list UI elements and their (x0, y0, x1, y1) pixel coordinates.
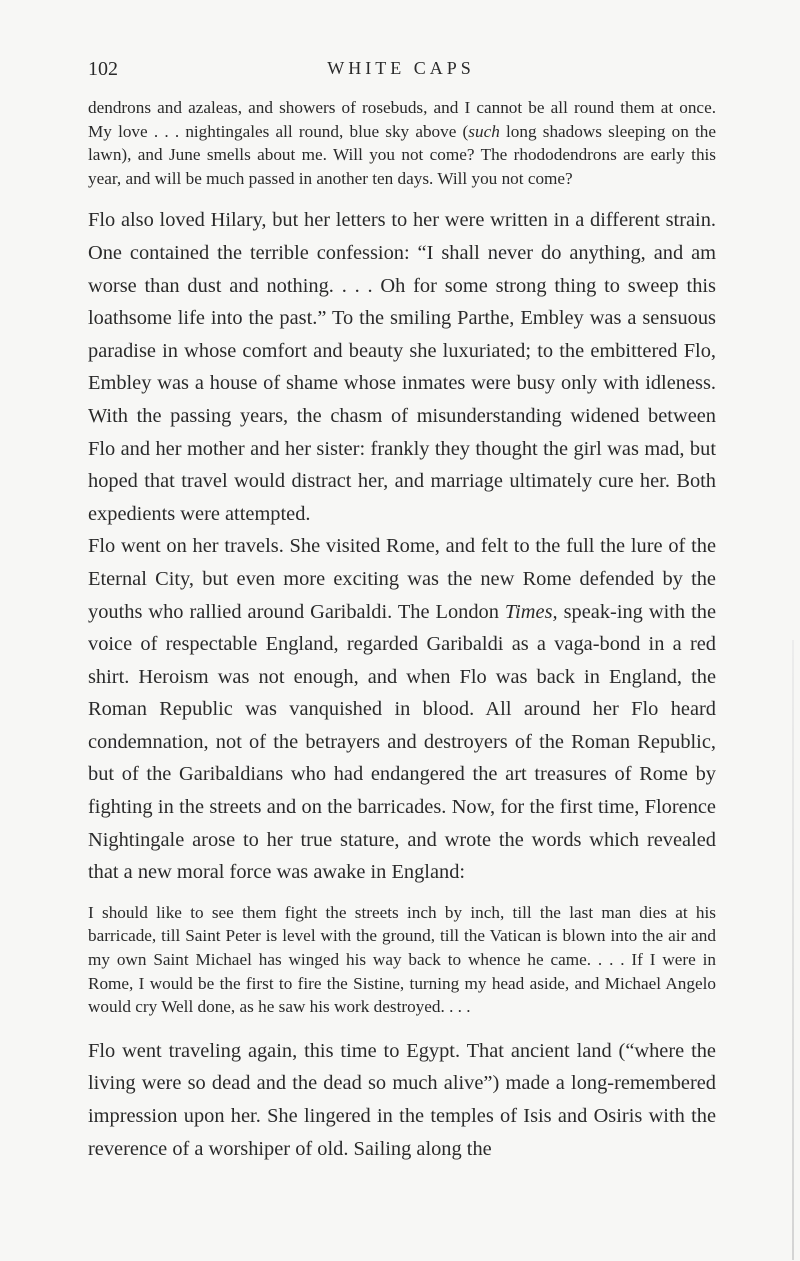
paragraph-flo-travels (88, 530, 716, 889)
page-edge-shadow (792, 640, 794, 1260)
quote-italic-word: such (468, 121, 500, 141)
paragraph-egypt: Flo went traveling again, this time to Egypt. That ancient land (“where the living were so dead and the dead so much alive”) made a long-remembered impression upon her. She lingered in the temples of Isis and Osiris with the reverence of a worshiper of old. Sailing along the (88, 1039, 716, 1160)
running-head: WHITE CAPS (327, 58, 475, 78)
page-number: 102 (88, 58, 118, 80)
block-quote-extract: I should like to see them fight the streets inch by inch, till the last man dies at his barricade, till Saint Peter is level with the ground, till the Vatican is blown into the air and my own Saint Michael has winged his way back to whence he came. . . . If I were in Rome, I would be the first to fire the Sistine, turning my head aside, and Michael Angelo would cry Well done, as he saw his work destroyed. . . . (88, 902, 716, 1017)
paragraph-italic-title: Times, (504, 600, 558, 623)
paragraph-text-part: speak-ing with the voice of respectable England, regarded Garibaldi as a vaga-bond in a red shirt. Heroism was not enough, and when Flo was back in England, the Roman Republic was vanquished in blood. All around her Flo heard condemnation, not of the betrayers and destroyers of the Roman Republic, but of the Garibaldians who had endangered the art treasures of Rome by fighting in the streets and on the barricades. Now, for the first time, Florence Nightingale arose to her true stature, and wrote the words which revealed that a new moral force was awake in England: (88, 600, 716, 884)
page-header (88, 58, 714, 88)
paragraph-text-part: Flo went on her travels. She visited Rome, and felt to the full the lure of the Eternal City, but even more exciting was the new Rome defended by the youths who rallied around Garibaldi. The London (88, 535, 716, 623)
quote-text-part: long shadows sleeping on the lawn), and June smells about me. Will you not come? The rhododendrons are early this year, and will be much passed in another ten days. Will you not come? (88, 121, 716, 188)
paragraph-hilary-letters: Flo also loved Hilary, but her letters to her were written in a different strain. One contained the terrible confession: “I shall never do anything, and am worse than dust and nothing. . . . Oh for some strong thing to sweep this loathsome life into the past.” To the smiling Parthe, Embley was a sensuous paradise in whose comfort and beauty she luxuriated; to the embittered Flo, Embley was a house of shame whose inmates were busy only with idleness. With the passing years, the chasm of misunderstanding widened between Flo and her mother and her sister: frankly they thought the girl was mad, but hoped that travel would distract her, and marriage ultimately cure her. Both expedients were attempted. (88, 209, 716, 525)
body-text (88, 96, 716, 1165)
quote-text-part: dendrons and azaleas, and showers of rosebuds, and I cannot be all round them at once. My love . . . nightingales all round, blue sky above ( (88, 98, 716, 141)
letter-quote-continued (88, 96, 716, 190)
